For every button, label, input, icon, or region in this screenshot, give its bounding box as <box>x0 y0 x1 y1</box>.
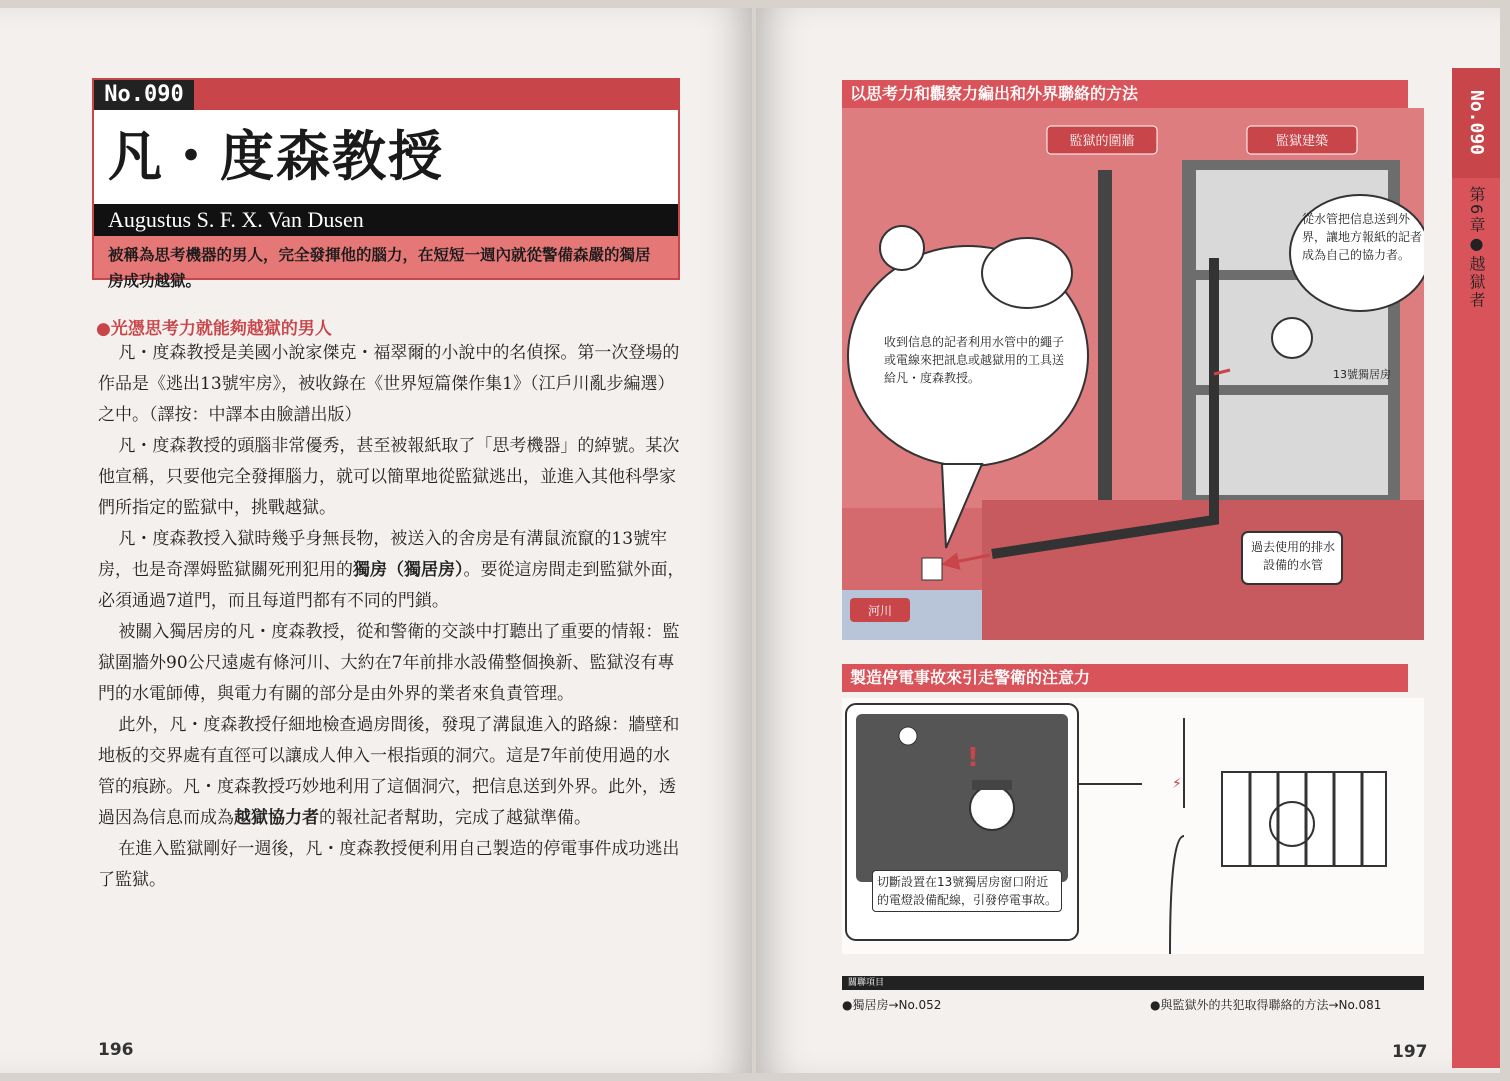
entry-number: No.090 <box>94 80 194 110</box>
right-page <box>756 8 1500 1073</box>
reporter-bubble-text: 收到信息的記者利用水管中的繩子或電線來把訊息或越獄用的工具送給凡・度森教授。 <box>884 335 1064 385</box>
label-river: 河川 <box>867 604 893 618</box>
entry-title: 凡・度森教授 <box>108 124 444 188</box>
paragraph: 此外，凡・度森教授仔細地檢查過房間後，發現了溝鼠進入的路線：牆壁和地板的交界處有直徑可以讓成人伸入一根指頭的洞穴。這是7年前使用過的水管的痕跡。凡・度森教授巧妙地利用了這個洞穴，把信息送到外界。此外，透過因為信息而成為越獄協力者的報社記者幫助，完成了越獄準備。 <box>98 715 680 828</box>
lightbulb-icon <box>899 727 917 745</box>
paragraph: 凡・度森教授的頭腦非常優秀，甚至被報紙取了「思考機器」的綽號。某次他宣稱，只要他完全發揮腦力，就可以簡單地從監獄逃出，並進入其他科學家們所指定的監獄中，挑戰越獄。 <box>98 436 680 518</box>
reporter-figure <box>880 226 924 270</box>
spark-icon: ⚡ <box>1172 776 1182 792</box>
keyword: 越獄協力者 <box>234 808 319 828</box>
paragraph: 凡・度森教授入獄時幾乎身無長物，被送入的舍房是有溝鼠流竄的13號牢房，也是奇澤姆監獄關死刑犯用的獨房（獨居房）。要從這房間走到監獄外面，必須通過7道門，而且每道門都有不同的門鎖。 <box>98 529 685 611</box>
page-number-left: 196 <box>98 1040 134 1060</box>
section-heading: ●光憑思考力就能夠越獄的男人 <box>96 319 332 339</box>
chapter-side-tab <box>1452 68 1500 1068</box>
guard-figure <box>970 786 1014 830</box>
figure-1-heading: 以思考力和觀察力編出和外界聯絡的方法 <box>842 80 1408 108</box>
label-prison-building: 監獄建築 <box>1275 134 1329 149</box>
keyword: 獨房（獨居房） <box>353 560 464 580</box>
body-text <box>98 338 686 896</box>
message-paper <box>922 558 942 580</box>
pipe-label: 過去使用的排水設備的水管 <box>1250 540 1335 572</box>
prisoner-figure <box>1272 318 1312 358</box>
prisoner-bubble-text: 從水管把信息送到外界，讓地方報紙的記者成為自己的協力者。 <box>1302 212 1422 262</box>
entry-summary: 被稱為思考機器的男人，完全發揮他的腦力，在短短一週內就從警備森嚴的獨居房成功越獄。 <box>94 236 678 278</box>
related-link-right[interactable]: ●與監獄外的共犯取得聯絡的方法→No.081 <box>1150 998 1382 1012</box>
exclamation-icon: ! <box>967 743 979 773</box>
thought-bubble <box>982 238 1072 308</box>
left-page <box>0 8 752 1073</box>
related-link-left[interactable]: ●獨居房→No.052 <box>842 998 942 1012</box>
title-accent-bar <box>194 80 678 110</box>
related-items-label: 關聯項目 <box>848 978 885 988</box>
related-items-bar <box>842 976 1424 990</box>
paragraph: 在進入監獄剛好一週後，凡・度森教授便利用自己製造的停電事件成功逃出了監獄。 <box>98 839 680 890</box>
blackout-bubble-text: 切斷設置在13號獨居房窗口附近的電燈設備配線，引發停電事故。 <box>872 870 1062 912</box>
escape-route-diagram <box>842 108 1424 640</box>
english-name: Augustus S. F. X. Van Dusen <box>94 204 678 236</box>
label-cell: 13號獨居房 <box>1333 368 1391 381</box>
side-entry-number: No.090 <box>1452 68 1500 178</box>
paragraph: 被關入獨居房的凡・度森教授，從和警衛的交談中打聽出了重要的情報：監獄圍牆外90公尺遠處有條河川、大約在7年前排水設備整個換新、監獄沒有專門的水電師傅，與電力有關的部分是由外界的業者來負責管理。 <box>98 622 680 704</box>
label-prison-wall: 監獄的圍牆 <box>1069 134 1135 149</box>
dark-room-panel <box>856 714 1068 882</box>
side-chapter-label: 第6章●越獄者 <box>1467 186 1486 310</box>
page-number-right: 197 <box>1392 1042 1428 1062</box>
paragraph: 凡・度森教授是美國小說家傑克・福翠爾的小說中的名偵探。第一次登場的作品是《逃出13號牢房》，被收錄在《世界短篇傑作集1》（江戶川亂步編選）之中。（譯按：中譯本由臉譜出版） <box>98 343 680 425</box>
prison-wall <box>1098 170 1112 500</box>
blackout-diagram <box>842 698 1424 954</box>
entry-title-box <box>92 78 680 290</box>
figure-2-heading: 製造停電事故來引走警衛的注意力 <box>842 664 1408 692</box>
